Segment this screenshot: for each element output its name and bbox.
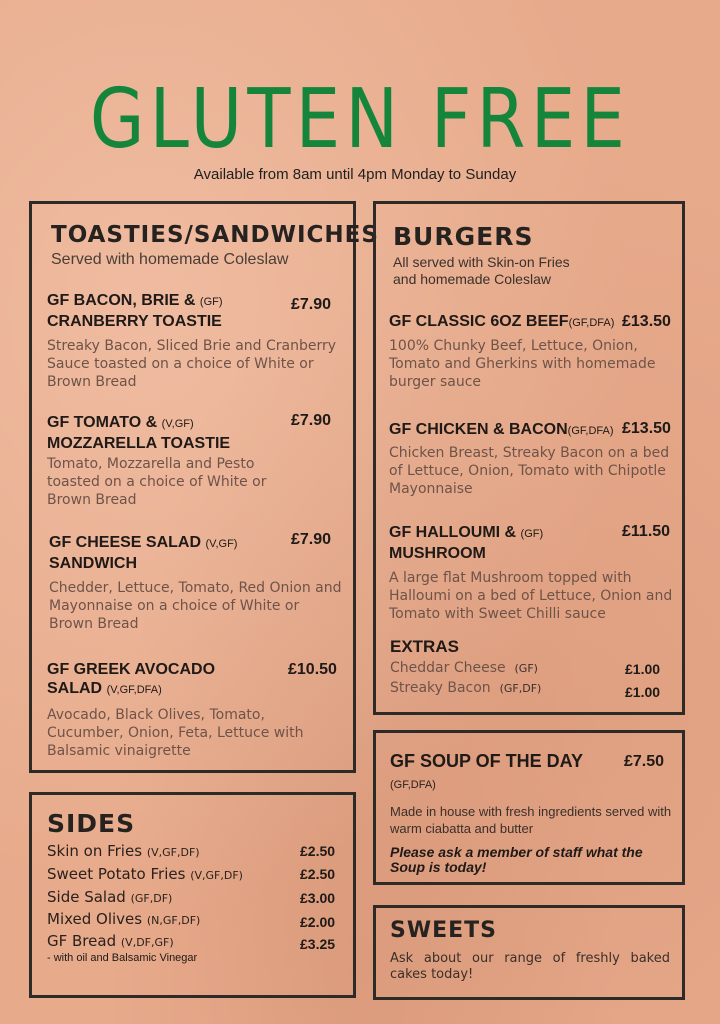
item-name-line2: SANDWICH [49,555,137,572]
item-name: GF GREEK AVOCADO [47,661,216,678]
page-title: GLUTEN FREE [89,72,631,167]
sweets-section [373,905,685,1000]
item-description: Chicken Breast, Streaky Bacon on a bed of Lettuce, Onion, Tomato with Chipotle Mayonnaise [389,445,670,497]
extra-item [390,660,538,676]
item-tag: (GF,DFA) [567,425,614,437]
item-name: GF HALLOUMI & [389,524,517,541]
soup-tag: (GF,DFA) [390,779,436,791]
soup-note: Please ask a member of staff what the Soup is today! [390,844,643,875]
side-name: Skin on Fries [47,842,143,860]
soup-description: Made in house with fresh ingredients served with warm ciabatta and butter [390,804,672,836]
availability-text: Available from 8am until 4pm Monday to Sunday [193,166,517,183]
side-name: Sweet Potato Fries [47,865,186,883]
sweets-title: SWEETS [390,918,498,943]
item-tag: (V,GF,DFA) [106,684,162,696]
extra-item [390,680,541,696]
item-tag: (GF) [199,296,223,308]
item-description: Streaky Bacon, Sliced Brie and Cranberry Sauce toasted on a choice of White or Brown Bread [47,338,337,390]
item-name: GF TOMATO & [47,414,158,431]
soup-title: GF SOUP OF THE DAY [390,751,584,771]
side-price: £2.50 [300,866,336,882]
side-tag: (V,DF,GF) [120,936,174,949]
side-item [47,888,172,906]
side-price: £3.00 [300,890,336,906]
toasties-title: TOASTIES/SANDWICHES [51,222,379,248]
item-description: A large flat Mushroom topped with Halloumi on a bed of Lettuce, Onion and Tomato with Sweet Chilli sauce [389,570,673,622]
extra-name: Streaky Bacon [390,680,491,696]
side-name: Side Salad [47,888,126,906]
toasties-subtitle: Served with homemade Coleslaw [51,251,289,268]
sides-note: - with oil and Balsamic Vinegar [47,952,198,964]
item-name-line2: MUSHROOM [389,545,486,562]
item-tag: (V,GF) [161,418,194,430]
extra-price: £1.00 [625,684,661,700]
item-description: Tomato, Mozzarella and Pesto toasted on a choice of White or Brown Bread [47,456,267,508]
sides-title: SIDES [47,809,136,838]
side-name: GF Bread [47,932,117,950]
item-description: 100% Chunky Beef, Lettuce, Onion, Tomato and Gherkins with homemade burger sauce [389,338,656,390]
item-tag: (GF) [520,528,544,540]
sides-section [29,792,356,998]
item-price: £10.50 [288,661,337,678]
item-description: Chedder, Lettuce, Tomato, Red Onion and Mayonnaise on a choice of White or Brown Bread [49,580,342,632]
soup-section [373,730,685,885]
side-price: £2.00 [300,914,336,930]
item-name: GF CLASSIC 6OZ BEEF [389,313,569,330]
item-price: £13.50 [622,420,671,437]
item-name: GF CHEESE SALAD [49,534,202,551]
item-name-line2: SALAD [47,680,103,697]
item-name-line2: CRANBERRY TOASTIE [47,313,222,330]
item-tag: (GF,DFA) [568,317,615,329]
item-description: Avocado, Black Olives, Tomato, Cucumber, Onion, Feta, Lettuce with Balsamic vinaigrette [47,707,304,759]
side-price: £3.25 [300,936,336,952]
item-price: £11.50 [622,523,671,540]
side-item [47,842,200,860]
toasties-section [29,201,379,773]
burgers-subtitle-line1: All served with Skin-on Fries [393,254,570,270]
extra-tag: (GF) [514,662,538,675]
extra-price: £1.00 [625,661,661,677]
burgers-subtitle-line2: and homemade Coleslaw [393,271,551,287]
item-price: £7.90 [291,296,332,313]
sweets-description: Ask about our range of freshly baked cakes today! [390,951,670,982]
item-tag: (V,GF) [205,538,238,550]
side-tag: (N,GF,DF) [146,914,201,927]
extras-title: EXTRAS [390,637,459,656]
side-item [47,910,200,928]
item-name-line2: MOZZARELLA TOASTIE [47,435,231,452]
item-name: GF CHICKEN & BACON [389,421,568,438]
side-tag: (V,GF,DF) [146,846,200,859]
item-price: £7.90 [291,412,332,429]
soup-price: £7.50 [624,753,665,770]
side-item [47,865,243,883]
side-price: £2.50 [300,843,336,859]
burgers-section [373,201,685,715]
side-item [47,932,174,950]
side-tag: (GF,DF) [130,892,173,905]
extra-tag: (GF,DF) [499,682,542,695]
burgers-title: BURGERS [393,222,534,251]
item-name: GF BACON, BRIE & [47,292,196,309]
item-price: £7.90 [291,531,332,548]
extra-name: Cheddar Cheese [390,660,506,676]
item-price: £13.50 [622,313,671,330]
side-tag: (V,GF,DF) [190,869,243,882]
side-name: Mixed Olives [47,910,143,928]
